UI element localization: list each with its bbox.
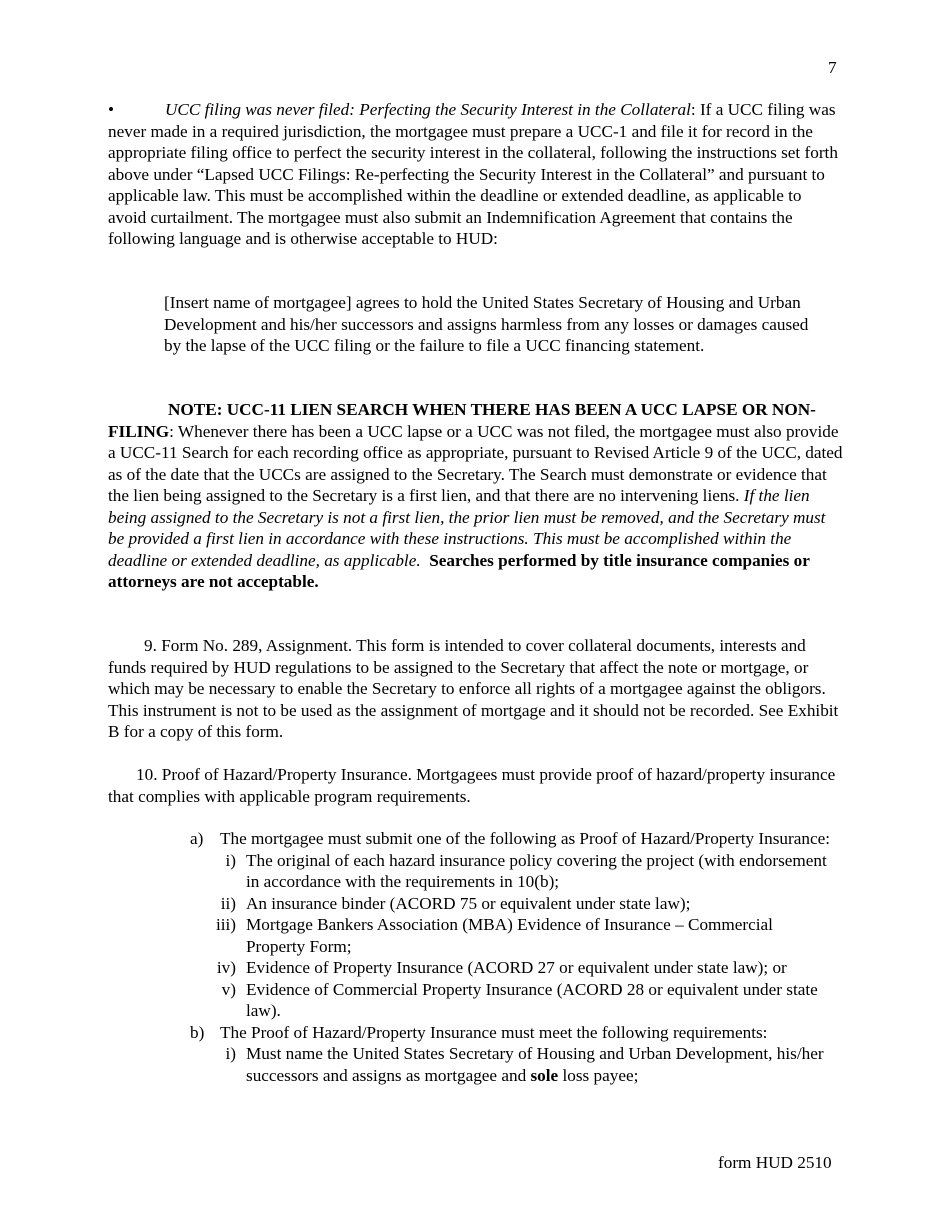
ucc-never-filed-title: UCC filing was never filed: Perfecting the Security Interest in the Collateral: [165, 100, 691, 119]
sub-marker: v): [221, 979, 236, 999]
list-marker: b): [190, 1022, 205, 1042]
sub-text: The original of each hazard insurance policy covering the project (with endorsement in accordance with the requirements in 10(b);: [246, 850, 827, 891]
list-item-a: [190, 828, 830, 850]
sub-marker: i): [225, 850, 236, 870]
note-ucc-11-lien-search: [108, 399, 843, 593]
note-heading: NOTE: UCC-11 LIEN SEARCH WHEN THERE HAS BEEN A UCC LAPSE OR NON-FILING: [108, 400, 816, 441]
sub-marker: ii): [220, 893, 236, 913]
sub-text-bold: sole: [530, 1065, 559, 1085]
sub-item: [190, 1043, 830, 1086]
sub-item: [190, 893, 830, 915]
note-text: : Whenever there has been a UCC lapse or a UCC was not filed, the mortgagee must also provide a UCC-11 Search for each recording office as appropriate, pursuant to Revised Article 9 of the UCC, dated as of the date that the UCCs are assigned to the Secretary. The Search must demonstrate or evidence that the lien being assigned to the Secretary is a first lien, and that there are no intervening liens.: [108, 421, 843, 505]
paragraph-9-text: 9. Form No. 289, Assignment. This form is intended to cover collateral documents, interests and funds required by HUD regulations to be assigned to the Secretary that affect the note or mortgage, or which may be necessary to enable the Secretary to enforce all rights of a mortgagee against the obligors. This instrument is not to be used as the assignment of mortgage and it should not be recorded. See Exhibit B for a copy of this form.: [108, 636, 839, 741]
sub-text: Mortgage Bankers Association (MBA) Evidence of Insurance – Commercial Property Form;: [246, 915, 773, 956]
sub-item: [190, 979, 830, 1022]
sub-text: An insurance binder (ACORD 75 or equivalent under state law);: [246, 893, 691, 913]
list-item-text: The Proof of Hazard/Property Insurance must meet the following requirements:: [220, 1022, 768, 1042]
page-number: 7: [828, 58, 837, 77]
indemnification-quote: [Insert name of mortgagee] agrees to hold the United States Secretary of Housing and Urban Development and his/her successors and assigns harmless from any losses or damages caused by the lapse of the UCC filing or the failure to file a UCC financing statement.: [164, 293, 809, 355]
sub-text: Evidence of Property Insurance (ACORD 27 or equivalent under state law); or: [246, 958, 787, 977]
note-italic: If the lien being assigned to the Secretary is not a first lien, the prior lien must be removed, and the Secretary must be provided a first lien in accordance with these instructions. This must be accomplished within the deadline or extended deadline, as applicable.: [108, 486, 826, 570]
sub-text-post: loss payee;: [558, 1065, 639, 1085]
bullet: •: [108, 100, 115, 119]
sub-item: [190, 957, 830, 979]
insurance-requirements-list: [190, 828, 830, 1086]
sub-text-pre: Must name the United States Secretary of Housing and Urban Development, his/her successors and assigns as mortgagee and: [246, 1044, 824, 1085]
paragraph-9-assignment: [108, 635, 843, 743]
paragraph-10-insurance: [108, 764, 843, 807]
list-item-text: The mortgagee must submit one of the following as Proof of Hazard/Property Insurance:: [220, 829, 830, 848]
sub-text: [246, 1043, 830, 1086]
footer-form-id: form HUD 2510: [718, 1153, 832, 1172]
paragraph-ucc-never-filed: [108, 99, 843, 250]
sub-marker: iii): [215, 915, 236, 934]
paragraph-10-text: 10. Proof of Hazard/Property Insurance. Mortgagees must provide proof of hazard/property insurance that complies with applicable program requirements.: [108, 765, 836, 806]
sub-marker: iv): [216, 958, 236, 977]
sub-item: [190, 850, 830, 893]
list-item-b: [190, 1022, 830, 1044]
list-marker: a): [190, 829, 204, 848]
sub-marker: i): [225, 1044, 236, 1063]
ucc-never-filed-text: : If a UCC filing was never made in a required jurisdiction, the mortgagee must prepare a UCC-1 and file it for record in the appropriate filing office to perfect the security interest in the collateral, following the instructions set forth above under “Lapsed UCC Filings: Re-perfecting the Security Interest in the Collateral” and pursuant to applicable law. This must be accomplished within the deadline or extended deadline, as applicable to avoid curtailment. The mortgagee must also submit an Indemnification Agreement that contains the following language and is otherwise acceptable to HUD:: [108, 100, 838, 248]
sub-text: Evidence of Commercial Property Insurance (ACORD 28 or equivalent under state law).: [246, 979, 818, 1020]
sub-item: [190, 914, 830, 957]
note-bold: Searches performed by title insurance companies or attorneys are not acceptable.: [108, 550, 810, 591]
